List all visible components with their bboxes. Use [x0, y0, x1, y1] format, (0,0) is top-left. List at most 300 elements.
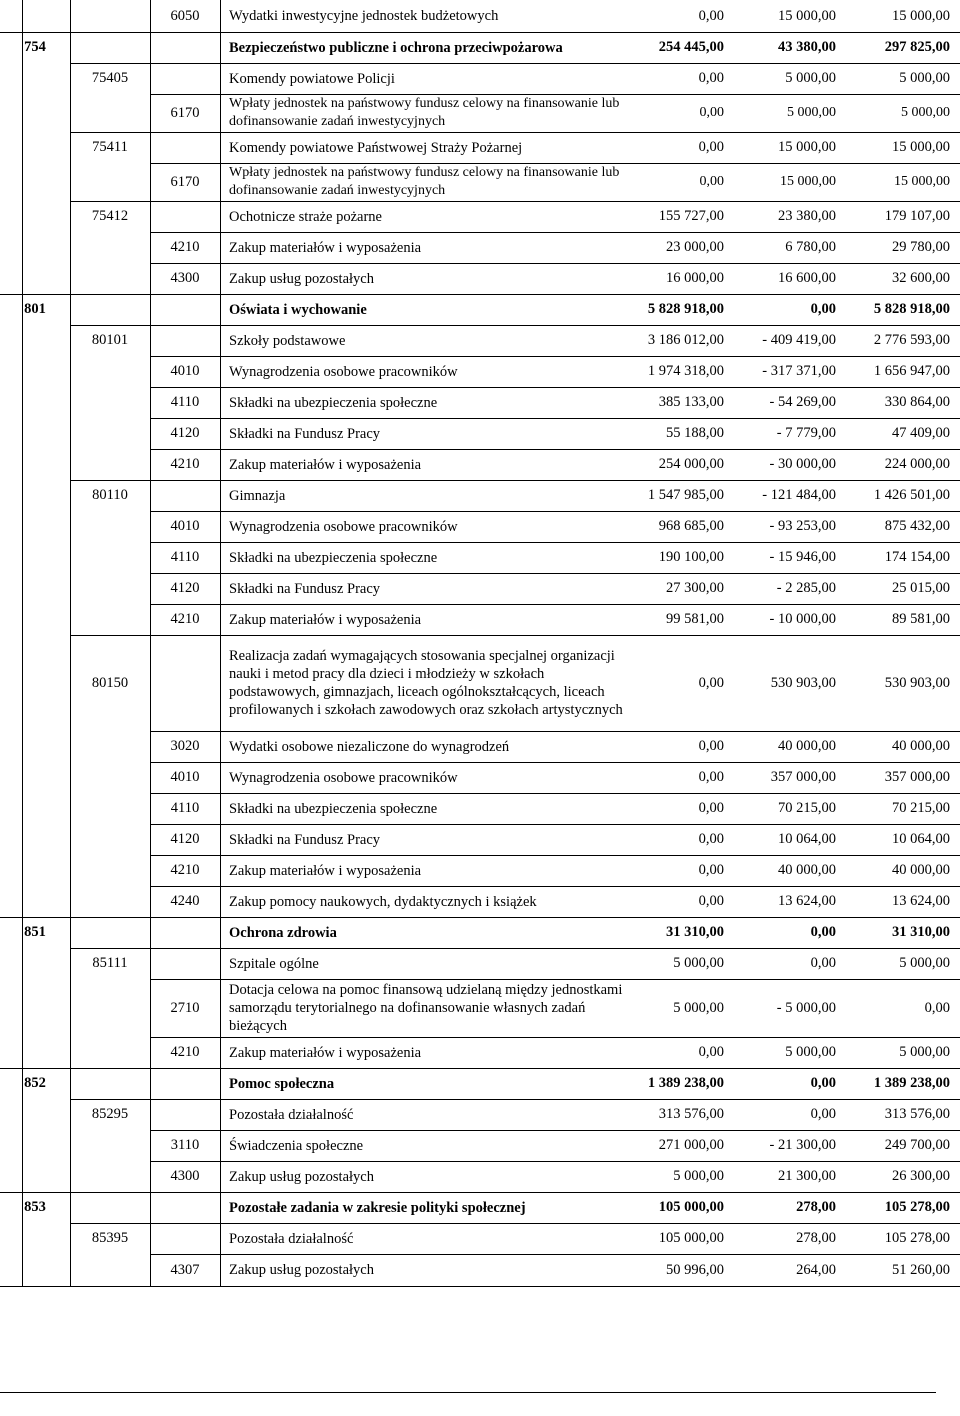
amount-change: 6 780,00 [785, 239, 836, 255]
amount-change: 10 064,00 [778, 831, 836, 847]
chapter-code: 75412 [91, 208, 129, 224]
row-divider [150, 1037, 960, 1038]
section-code [0, 449, 70, 480]
amount-before: 968 685,00 [658, 518, 724, 534]
amount-change: 5 000,00 [785, 70, 836, 86]
amount-before: 3 186 012,00 [647, 332, 724, 348]
item-name: Pozostała działalność [229, 1106, 354, 1123]
amount-after: 10 064,00 [892, 831, 950, 847]
paragraph-code: 4010 [170, 363, 200, 379]
section-code [0, 793, 70, 824]
amount-before: 0,00 [698, 70, 724, 86]
section-code [0, 132, 70, 163]
table-row [0, 793, 960, 824]
item-name: Pozostała działalność [229, 1230, 354, 1247]
chapter-code [70, 1037, 150, 1068]
section-code [0, 604, 70, 635]
item-name: Komendy powiatowe Państwowej Straży Pożarnej [229, 139, 523, 156]
item-name: Wynagrodzenia osobowe pracowników [229, 518, 458, 535]
row-divider [150, 855, 960, 856]
amount-before: 0,00 [698, 893, 724, 909]
amount-after: 32 600,00 [892, 270, 950, 286]
amount-change: - 5 000,00 [776, 999, 836, 1016]
amount-before: 1 547 985,00 [647, 487, 724, 503]
amount-before: 50 996,00 [666, 1261, 724, 1278]
row-divider [150, 387, 960, 388]
item-name: Wpłaty jednostek na państwowy fundusz celowy na finansowanie lub dofinansowanie zadań inwestycyjnych [229, 165, 620, 198]
amount-change: 70 215,00 [778, 800, 836, 816]
paragraph-code [150, 132, 220, 163]
chapter-code [70, 542, 150, 573]
chapter-code [70, 886, 150, 917]
amount-after: 1 656 947,00 [873, 363, 950, 379]
table-row [0, 32, 960, 63]
amount-change: 23 380,00 [778, 208, 836, 224]
row-divider [150, 1161, 960, 1162]
row-divider [70, 201, 960, 202]
row-divider [150, 824, 960, 825]
item-name: Zakup usług pozostałych [229, 270, 374, 287]
amount-before: 1 389 238,00 [647, 1075, 724, 1091]
amount-change: 5 000,00 [785, 1044, 836, 1060]
table-row [0, 163, 960, 201]
amount-change: 264,00 [796, 1261, 836, 1278]
chapter-code [70, 387, 150, 418]
amount-before: 0,00 [698, 1044, 724, 1060]
section-code [0, 201, 70, 232]
row-divider [70, 635, 960, 636]
chapter-code [70, 232, 150, 263]
section-code [0, 480, 70, 511]
table-row [0, 1161, 960, 1192]
paragraph-code: 6170 [170, 173, 200, 190]
amount-before: 0,00 [698, 831, 724, 847]
row-divider [150, 163, 960, 164]
chapter-code [70, 793, 150, 824]
item-name: Składki na Fundusz Pracy [229, 425, 381, 442]
item-name: Składki na ubezpieczenia społeczne [229, 549, 438, 566]
chapter-code [70, 917, 150, 948]
chapter-code [70, 762, 150, 793]
chapter-code [70, 731, 150, 762]
paragraph-code: 4110 [170, 549, 200, 565]
amount-change: 15 000,00 [778, 7, 836, 24]
row-divider [150, 731, 960, 732]
paragraph-code: 4210 [170, 611, 200, 627]
chapter-code: 80150 [91, 674, 129, 691]
paragraph-code [150, 1223, 220, 1254]
amount-change: 40 000,00 [778, 862, 836, 878]
item-name: Realizacja zadań wymagających stosowania specjalnej organizacji nauki i metod pracy dla dzieci i młodzieży w szkołach podstawowych, gimnazjach, liceach ogólnokształcących, liceach profilowanych i szkołach zawodowych oraz szkołach artystycznych [229, 648, 623, 718]
paragraph-code [150, 917, 220, 948]
section-code [0, 948, 70, 979]
table-row [0, 263, 960, 294]
table-row [0, 855, 960, 886]
table-row [0, 1037, 960, 1068]
amount-before: 5 828 918,00 [647, 301, 724, 317]
amount-after: 5 000,00 [901, 105, 950, 120]
section-code [0, 731, 70, 762]
amount-after: 31 310,00 [892, 924, 950, 940]
amount-after: 15 000,00 [894, 174, 950, 189]
amount-before: 55 188,00 [666, 425, 724, 441]
section-code [0, 855, 70, 886]
amount-change: - 7 779,00 [776, 425, 836, 441]
amount-change: - 93 253,00 [769, 518, 836, 534]
amount-before: 271 000,00 [658, 1137, 724, 1153]
table-row [0, 418, 960, 449]
amount-change: 15 000,00 [778, 139, 836, 155]
paragraph-code [150, 63, 220, 94]
row-divider [150, 449, 960, 450]
amount-change: - 121 484,00 [762, 487, 836, 503]
amount-after: 2 776 593,00 [873, 332, 950, 348]
item-name: Oświata i wychowanie [229, 301, 367, 318]
item-name: Wynagrodzenia osobowe pracowników [229, 769, 458, 786]
item-name: Zakup materiałów i wyposażenia [229, 239, 422, 256]
amount-change: - 15 946,00 [769, 549, 836, 565]
amount-before: 0,00 [699, 174, 724, 189]
chapter-code [70, 855, 150, 886]
amount-change: - 10 000,00 [769, 611, 836, 627]
amount-before: 5 000,00 [673, 1168, 724, 1184]
item-name: Dotacja celowa na pomoc finansową udzielaną między jednostkami samorządu terytorialnego na dofinansowanie własnych zadań bieżących [229, 982, 623, 1034]
table-row [0, 1068, 960, 1099]
item-name: Komendy powiatowe Policji [229, 70, 395, 87]
table-row [0, 635, 960, 731]
chapter-code [70, 94, 150, 132]
table-row [0, 294, 960, 325]
amount-change: - 2 285,00 [776, 580, 836, 596]
section-code [0, 573, 70, 604]
row-divider [150, 1130, 960, 1131]
row-divider [150, 542, 960, 543]
chapter-code [70, 163, 150, 201]
amount-before: 23 000,00 [666, 239, 724, 255]
section-code [0, 886, 70, 917]
row-divider [0, 1286, 960, 1287]
amount-after: 15 000,00 [892, 139, 950, 155]
amount-after: 179 107,00 [884, 208, 950, 224]
paragraph-code: 4120 [170, 580, 200, 596]
amount-change: 0,00 [810, 955, 836, 971]
section-code [0, 542, 70, 573]
table-row [0, 1223, 960, 1254]
section-code [0, 356, 70, 387]
item-name: Zakup materiałów i wyposażenia [229, 456, 422, 473]
row-divider [0, 294, 960, 295]
amount-before: 0,00 [698, 862, 724, 878]
chapter-code: 85395 [91, 1230, 129, 1246]
amount-before: 1 974 318,00 [647, 363, 724, 379]
row-divider [150, 418, 960, 419]
amount-change: 15 000,00 [780, 174, 836, 189]
item-name: Zakup materiałów i wyposażenia [229, 862, 422, 879]
column-divider [22, 0, 23, 1286]
table-row [0, 63, 960, 94]
table-row [0, 731, 960, 762]
amount-change: 43 380,00 [778, 39, 836, 55]
amount-change: 0,00 [810, 301, 836, 317]
amount-after: 25 015,00 [892, 580, 950, 596]
column-divider [220, 0, 221, 1286]
table-row [0, 762, 960, 793]
amount-change: 357 000,00 [770, 769, 836, 785]
amount-after: 105 278,00 [884, 1199, 950, 1215]
row-divider [150, 232, 960, 233]
row-divider [150, 263, 960, 264]
paragraph-code: 4210 [170, 456, 200, 472]
item-name: Wydatki osobowe niezaliczone do wynagrodzeń [229, 738, 510, 755]
chapter-code: 85295 [91, 1106, 129, 1122]
amount-before: 0,00 [698, 738, 724, 754]
amount-after: 875 432,00 [884, 518, 950, 534]
amount-change: 0,00 [810, 1106, 836, 1122]
table-row [0, 573, 960, 604]
amount-change: - 317 371,00 [762, 363, 836, 379]
paragraph-code: 2710 [170, 999, 200, 1016]
amount-change: 278,00 [796, 1199, 836, 1215]
section-code [0, 635, 70, 731]
paragraph-code: 4240 [170, 893, 200, 909]
section-code: 852 [24, 1075, 46, 1091]
chapter-code [70, 604, 150, 635]
item-name: Składki na Fundusz Pracy [229, 831, 381, 848]
table-row [0, 948, 960, 979]
amount-before: 16 000,00 [666, 270, 724, 286]
table-row [0, 979, 960, 1037]
chapter-code [70, 356, 150, 387]
amount-after: 13 624,00 [892, 893, 950, 909]
item-name: Zakup materiałów i wyposażenia [229, 1044, 422, 1061]
footer-divider [0, 1392, 936, 1393]
amount-after: 357 000,00 [884, 769, 950, 785]
amount-after: 70 215,00 [892, 800, 950, 816]
paragraph-code: 4010 [170, 769, 200, 785]
paragraph-code: 4010 [170, 518, 200, 534]
amount-after: 89 581,00 [892, 611, 950, 627]
section-code [0, 232, 70, 263]
row-divider [150, 573, 960, 574]
paragraph-code [150, 480, 220, 511]
item-name: Szpitale ogólne [229, 955, 319, 972]
row-divider [0, 1068, 960, 1069]
paragraph-code [150, 1099, 220, 1130]
table-row [0, 94, 960, 132]
amount-after: 0,00 [924, 999, 950, 1016]
paragraph-code: 4300 [170, 1168, 200, 1184]
paragraph-code [150, 948, 220, 979]
amount-after: 5 000,00 [899, 1044, 950, 1060]
section-code: 754 [24, 39, 46, 55]
chapter-code [70, 0, 150, 32]
paragraph-code: 6170 [170, 104, 200, 121]
amount-after: 330 864,00 [884, 394, 950, 410]
column-divider [70, 0, 71, 1286]
section-code [0, 824, 70, 855]
item-name: Pozostałe zadania w zakresie polityki społecznej [229, 1199, 526, 1216]
section-code [0, 163, 70, 201]
amount-change: 278,00 [796, 1230, 836, 1246]
amount-after: 313 576,00 [884, 1106, 950, 1122]
item-name: Zakup materiałów i wyposażenia [229, 611, 422, 628]
paragraph-code [150, 201, 220, 232]
amount-change: - 409 419,00 [762, 332, 836, 348]
section-code [0, 762, 70, 793]
item-name: Szkoły podstawowe [229, 332, 346, 349]
amount-after: 40 000,00 [892, 862, 950, 878]
table-row [0, 0, 960, 32]
table-row [0, 1130, 960, 1161]
paragraph-code: 3110 [170, 1137, 200, 1153]
amount-before: 0,00 [698, 769, 724, 785]
section-code [0, 1099, 70, 1130]
amount-before: 155 727,00 [658, 208, 724, 224]
table-row [0, 201, 960, 232]
amount-after: 297 825,00 [884, 39, 950, 55]
amount-before: 0,00 [699, 105, 724, 120]
paragraph-code [150, 32, 220, 63]
amount-before: 31 310,00 [666, 924, 724, 940]
amount-after: 530 903,00 [884, 674, 950, 691]
amount-change: 16 600,00 [778, 270, 836, 286]
row-divider [0, 32, 960, 33]
item-name: Świadczenia społeczne [229, 1137, 364, 1154]
amount-before: 0,00 [698, 139, 724, 155]
item-name: Gimnazja [229, 487, 286, 504]
table-row [0, 387, 960, 418]
item-name: Zakup usług pozostałych [229, 1262, 374, 1278]
amount-after: 249 700,00 [884, 1137, 950, 1153]
amount-change: 21 300,00 [778, 1168, 836, 1184]
amount-change: - 54 269,00 [769, 394, 836, 410]
item-name: Wynagrodzenia osobowe pracowników [229, 363, 458, 380]
row-divider [70, 325, 960, 326]
row-divider [0, 917, 960, 918]
paragraph-code [150, 1192, 220, 1223]
table-row [0, 542, 960, 573]
chapter-code [70, 263, 150, 294]
amount-before: 5 000,00 [673, 955, 724, 971]
table-row [0, 232, 960, 263]
chapter-code [70, 418, 150, 449]
chapter-code [70, 1161, 150, 1192]
chapter-code [70, 824, 150, 855]
amount-change: - 21 300,00 [769, 1137, 836, 1153]
section-code [0, 1254, 70, 1286]
table-row [0, 511, 960, 542]
section-code: 851 [24, 924, 46, 940]
chapter-code: 75405 [91, 70, 129, 86]
section-code [0, 979, 70, 1037]
section-code [0, 418, 70, 449]
chapter-code [70, 1254, 150, 1286]
amount-change: - 30 000,00 [769, 456, 836, 472]
paragraph-code: 6050 [170, 7, 200, 24]
amount-before: 5 000,00 [673, 999, 724, 1016]
amount-after: 174 154,00 [884, 549, 950, 565]
amount-after: 15 000,00 [892, 7, 950, 24]
chapter-code [70, 1068, 150, 1099]
amount-before: 0,00 [698, 7, 724, 24]
chapter-code: 80110 [92, 487, 128, 503]
chapter-code [70, 1130, 150, 1161]
row-divider [150, 604, 960, 605]
amount-before: 0,00 [698, 674, 724, 691]
paragraph-code: 4120 [170, 831, 200, 847]
amount-after: 26 300,00 [892, 1168, 950, 1184]
table-row [0, 449, 960, 480]
section-code [0, 511, 70, 542]
chapter-code [70, 32, 150, 63]
paragraph-code: 4210 [170, 239, 200, 255]
paragraph-code: 4110 [170, 800, 200, 816]
paragraph-code: 4110 [170, 394, 200, 410]
amount-after: 51 260,00 [892, 1261, 950, 1278]
section-code [0, 1223, 70, 1254]
table-row [0, 1099, 960, 1130]
item-name: Składki na ubezpieczenia społeczne [229, 394, 438, 411]
amount-before: 254 000,00 [658, 456, 724, 472]
row-divider [70, 1099, 960, 1100]
row-divider [70, 132, 960, 133]
row-divider [150, 793, 960, 794]
amount-change: 0,00 [810, 1075, 836, 1091]
row-divider [70, 948, 960, 949]
amount-after: 40 000,00 [892, 738, 950, 754]
paragraph-code: 4210 [170, 862, 200, 878]
amount-before: 190 100,00 [658, 549, 724, 565]
item-name: Składki na ubezpieczenia społeczne [229, 800, 438, 817]
paragraph-code [150, 325, 220, 356]
row-divider [150, 979, 960, 980]
paragraph-code: 4120 [170, 425, 200, 441]
section-code [0, 1161, 70, 1192]
paragraph-code [150, 1068, 220, 1099]
item-name: Zakup pomocy naukowych, dydaktycznych i książek [229, 893, 537, 910]
section-code [0, 1130, 70, 1161]
amount-before: 313 576,00 [658, 1106, 724, 1122]
row-divider [150, 511, 960, 512]
amount-after: 5 000,00 [899, 70, 950, 86]
item-name: Pomoc społeczna [229, 1075, 335, 1092]
table-row [0, 604, 960, 635]
amount-after: 1 426 501,00 [873, 487, 950, 503]
section-code [0, 387, 70, 418]
amount-before: 105 000,00 [658, 1199, 724, 1215]
item-name: Wydatki inwestycyjne jednostek budżetowych [229, 8, 499, 24]
table-row [0, 480, 960, 511]
amount-before: 0,00 [698, 800, 724, 816]
page-footer [0, 1398, 936, 1416]
amount-after: 224 000,00 [884, 456, 950, 472]
amount-after: 5 000,00 [899, 955, 950, 971]
chapter-code: 85111 [92, 955, 128, 971]
column-divider [150, 0, 151, 1286]
paragraph-code [150, 294, 220, 325]
amount-change: 5 000,00 [787, 105, 836, 120]
table-row [0, 1254, 960, 1286]
amount-change: 13 624,00 [778, 893, 836, 909]
item-name: Składki na Fundusz Pracy [229, 580, 381, 597]
row-divider [150, 886, 960, 887]
section-code [0, 94, 70, 132]
item-name: Ochotnicze straże pożarne [229, 208, 382, 225]
row-divider [0, 1192, 960, 1193]
item-name: Zakup usług pozostałych [229, 1168, 374, 1185]
row-divider [150, 94, 960, 95]
row-divider [150, 1254, 960, 1255]
